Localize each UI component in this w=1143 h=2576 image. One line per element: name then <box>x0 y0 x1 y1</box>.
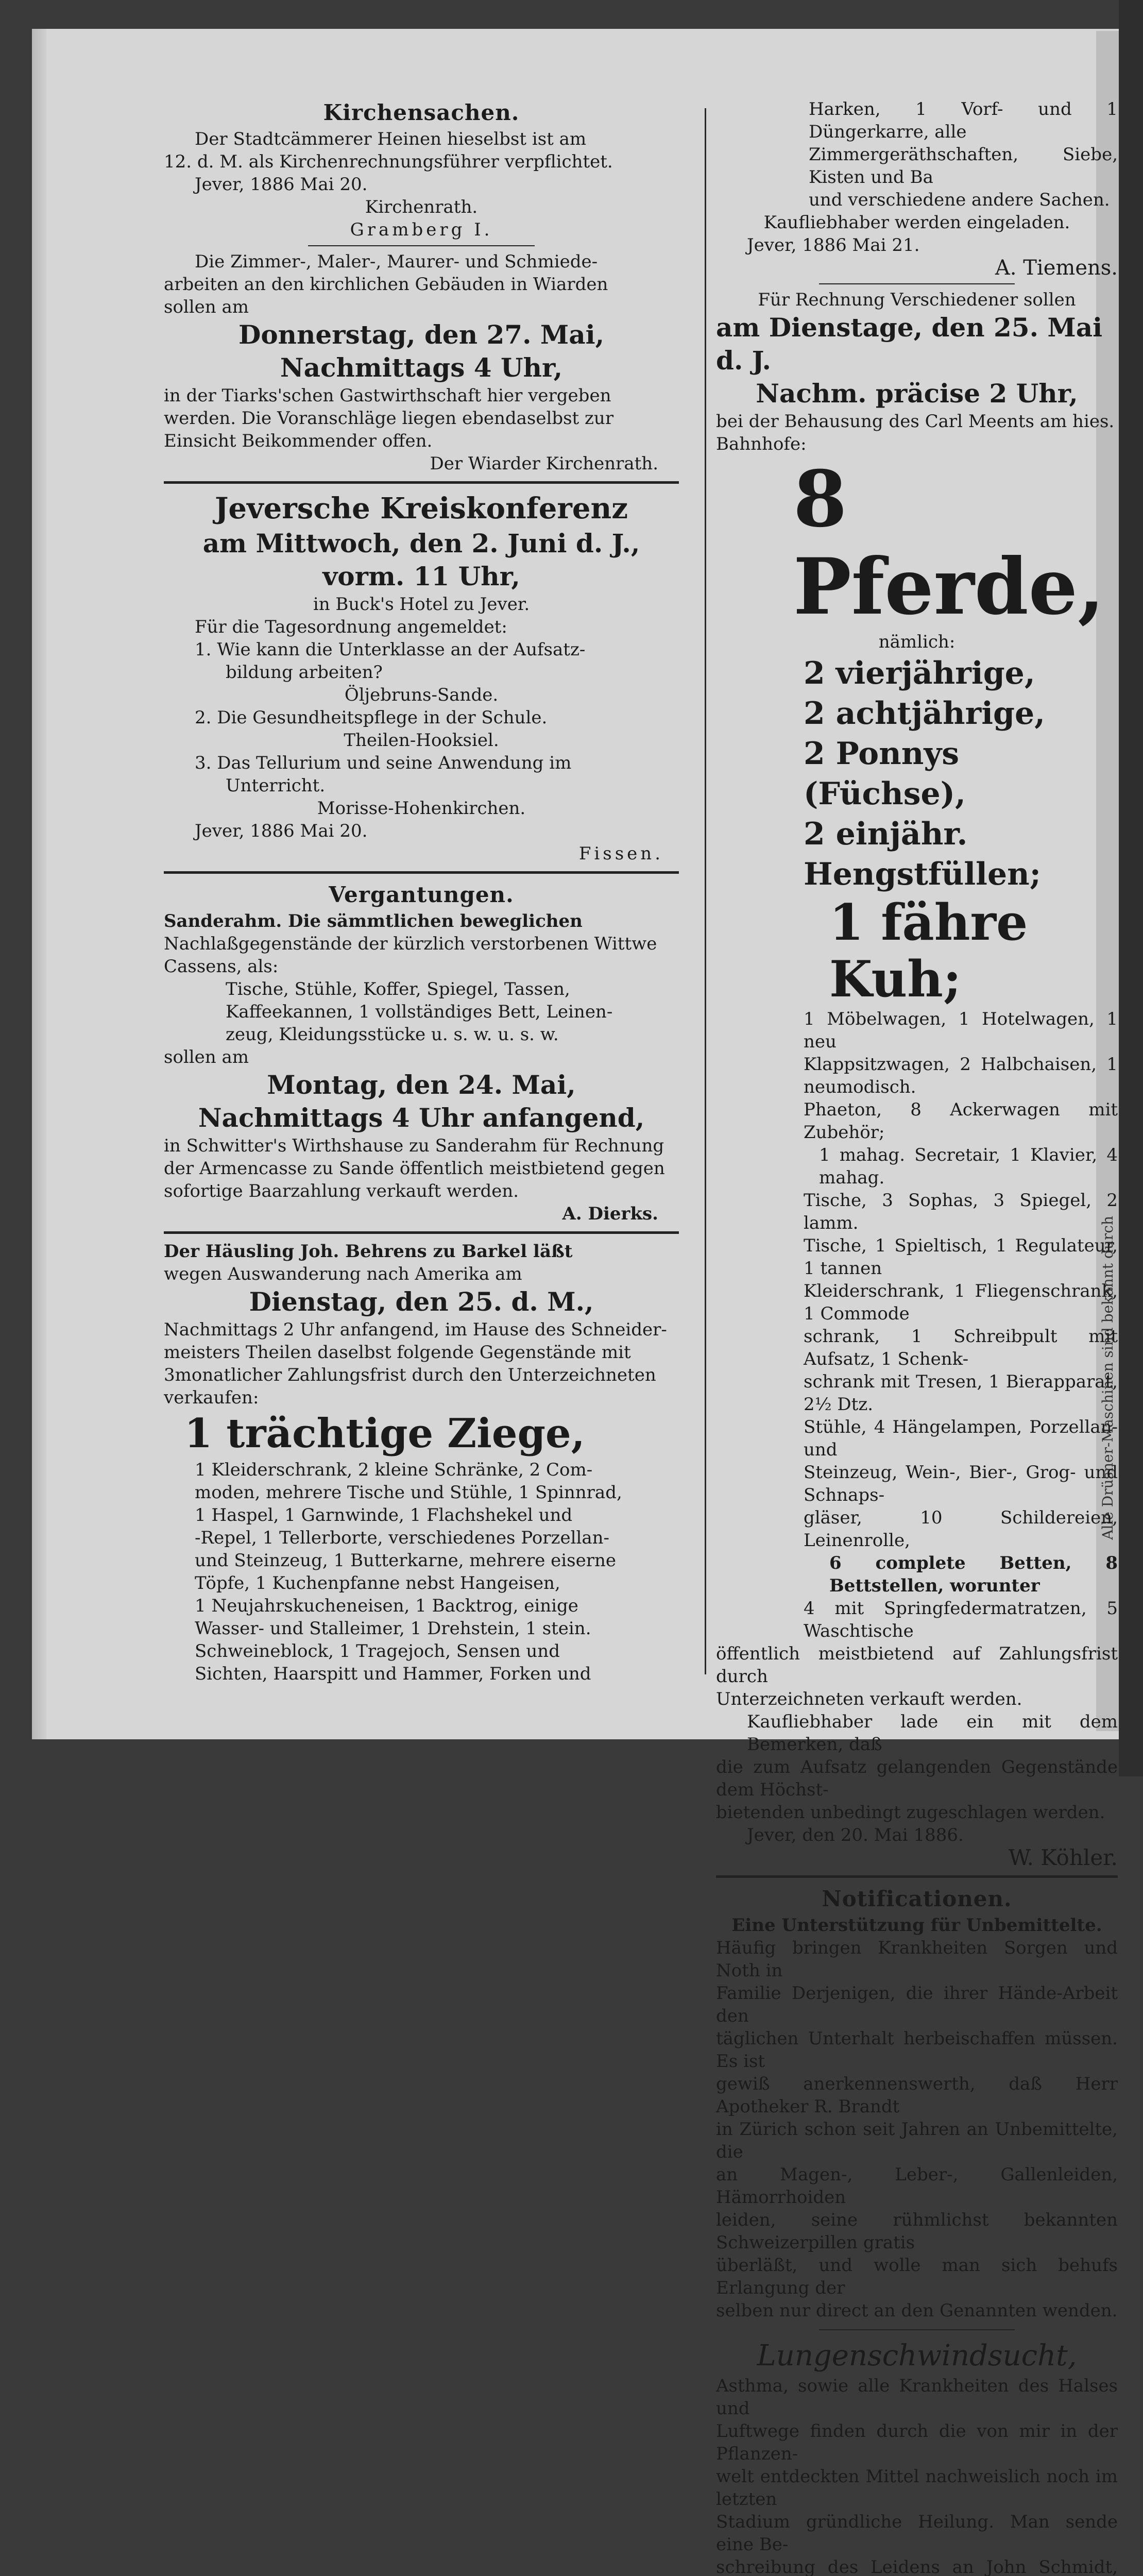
text-line: überläßt, und wolle man sich behufs Erlangung der <box>716 2255 1118 2298</box>
right-column <box>716 98 1118 2576</box>
item-line: Steinzeug, Wein-, Bier-, Grog- und Schnaps- <box>804 1462 1118 1505</box>
text-line: Der Häusling Joh. Behrens zu Barkel läßt <box>164 1241 573 1262</box>
date-line: Jever, den 20. Mai 1886. <box>747 1825 964 1845</box>
strip-text: Alle Drüsner-Maschinen sind bekannt durch <box>1099 1216 1116 1540</box>
text-line: öffentlich meistbietend auf Zahlungsfrist durch <box>716 1643 1118 1687</box>
divider <box>164 481 679 484</box>
text-line: Nachlaßgegenstände der kürzlich verstorbenen Wittwe <box>164 934 657 954</box>
divider <box>164 1231 679 1234</box>
text-line: Bahnhofe: <box>716 434 807 454</box>
text-line: in der Tiarks'schen Gastwirthschaft hier vergeben <box>164 385 611 406</box>
text-line: bei der Behausung des Carl Meents am hies. <box>716 411 1115 432</box>
item-line: Tische, 1 Spieltisch, 1 Regulateur, 1 tannen <box>804 1235 1118 1279</box>
item-line: schrank, 1 Schreibpult mit Aufsatz, 1 Schenk- <box>804 1326 1118 1369</box>
text-line: Tische, Stühle, Koffer, Spiegel, Tassen, <box>226 979 570 999</box>
text-line: welt entdeckten Mittel nachweislich noch im letzten <box>716 2466 1118 2510</box>
headline: 1 fähre Kuh; <box>829 893 1028 1008</box>
item-line: 1 Haspel, 1 Garnwinde, 1 Flachshekel und <box>195 1505 573 1526</box>
column-divider <box>705 108 706 1674</box>
text-line: werden. Die Voranschläge liegen ebendaselbst zur <box>164 408 614 429</box>
text-line: Einsicht Beikommender offen. <box>164 431 433 451</box>
text-line: 3monatlicher Zahlungsfrist durch den Unterzeichneten <box>164 1365 656 1385</box>
text-line: meisters Theilen daselbst folgende Gegenstände mit <box>164 1342 631 1363</box>
agenda-item: bildung arbeiten? <box>226 662 383 683</box>
text-line: Für die Tagesordnung angemeldet: <box>195 617 507 637</box>
text-line: leiden, seine rühmlichst bekannten Schweizerpillen gratis <box>716 2210 1118 2253</box>
date-line: Jever, 1886 Mai 20. <box>195 174 368 195</box>
list-item: 2 achtjährige, <box>804 696 1046 732</box>
text-line: in Zürich schon seit Jahren an Unbemittelte, die <box>716 2119 1118 2162</box>
text-line: Kaufliebhaber lade ein mit dem Bemerken, daß <box>747 1711 1118 1755</box>
agenda-speaker: Öljebruns-Sande. <box>344 685 499 705</box>
notice-kirchensachen <box>164 98 679 241</box>
notice-lungenschwindsucht <box>716 2337 1118 2576</box>
date-headline: am Mittwoch, den 2. Juni d. J., <box>202 528 640 558</box>
text-line: in Buck's Hotel zu Jever. <box>313 594 530 615</box>
notice-kreiskonferenz <box>164 490 679 865</box>
notice-wiarden <box>164 250 679 475</box>
text-line: Familie Derjenigen, die ihrer Hände-Arbeit den <box>716 1983 1118 2026</box>
item-line: 1 Neujahrskucheneisen, 1 Backtrog, einige <box>195 1596 578 1616</box>
notice-pferde <box>716 289 1118 1869</box>
text-line: 12. d. M. als Kirchenrechnungsführer verpflichtet. <box>164 151 613 172</box>
text-line: Sanderahm. Die sämmtlichen beweglichen <box>164 911 583 931</box>
item-line: 4 mit Springfedermatratzen, 5 Waschtische <box>804 1598 1118 1641</box>
time-headline: vorm. 11 Uhr, <box>322 561 520 591</box>
signature: W. Köhler. <box>1008 1845 1118 1870</box>
agenda-item: 2. Die Gesundheitspflege in der Schule. <box>195 707 548 728</box>
item-line: moden, mehrere Tische und Stühle, 1 Spinnrad, <box>195 1482 622 1503</box>
binding-edge <box>32 29 46 1739</box>
text-line: zeug, Kleidungsstücke u. s. w. u. s. w. <box>226 1024 559 1045</box>
time-headline: Nachmittags 4 Uhr anfangend, <box>198 1103 645 1133</box>
text-line: Nachmittags 2 Uhr anfangend, im Hause des Schneider- <box>164 1319 667 1340</box>
text-line: sofortige Baarzahlung verkauft werden. <box>164 1181 519 1201</box>
item-line: Sichten, Haarspitt und Hammer, Forken und <box>195 1664 591 1684</box>
notice-notificationen <box>716 1884 1118 2322</box>
item-line: Wasser- und Stalleimer, 1 Drehstein, 1 stein. <box>195 1618 591 1639</box>
signature: A. Dierks. <box>562 1204 658 1224</box>
item-line: Phaeton, 8 Ackerwagen mit Zubehör; <box>804 1099 1118 1143</box>
text-line: nämlich: <box>878 632 956 652</box>
date-line: Jever, 1886 Mai 20. <box>195 821 368 841</box>
agenda-speaker: Theilen-Hooksiel. <box>344 730 499 751</box>
item-line: Schweineblock, 1 Tragejoch, Sensen und <box>195 1641 560 1662</box>
signature: Fissen. <box>578 843 663 864</box>
text-line: gewiß anerkennenswerth, daß Herr Apotheker R. Brandt <box>716 2074 1118 2117</box>
headline: 8 Pferde, <box>793 454 1105 632</box>
text-line: Cassens, als: <box>164 956 279 977</box>
text-line: und verschiedene andere Sachen. <box>809 190 1110 210</box>
item-line: Stühle, 4 Hängelampen, Porzellan- und <box>804 1417 1118 1460</box>
text-line: Stadium gründliche Heilung. Man sende eine Be- <box>716 2512 1118 2555</box>
text-line: an Magen-, Leber-, Gallenleiden, Hämorrhoiden <box>716 2164 1118 2208</box>
notice-continuation <box>716 98 1118 279</box>
agenda-speaker: Morisse-Hohenkirchen. <box>317 798 526 819</box>
item-line: 1 Möbelwagen, 1 Hotelwagen, 1 neu <box>804 1009 1118 1052</box>
divider <box>716 1875 1118 1878</box>
text-line: bietenden unbedingt zugeschlagen werden. <box>716 1802 1105 1823</box>
notice-vergantungen <box>164 880 679 1225</box>
list-item: 2 vierjährige, <box>804 655 1035 691</box>
signature: A. Tiemens. <box>995 256 1118 280</box>
date-headline: Dienstag, den 25. d. M., <box>249 1286 594 1317</box>
time-headline: Nachmittags 4 Uhr, <box>280 352 563 383</box>
item-line: Klappsitzwagen, 2 Halbchaisen, 1 neumodisch. <box>804 1054 1118 1097</box>
headline: Lungenschwindsucht, <box>757 2339 1077 2372</box>
text-line: Harken, 1 Vorf- und 1 Düngerkarre, alle <box>809 99 1118 142</box>
time-headline: Nachm. präcise 2 Uhr, <box>756 378 1078 409</box>
section-title: Kirchensachen. <box>323 100 520 125</box>
signature: Kirchenrath. <box>365 197 478 217</box>
text-line: die zum Aufsatz gelangenden Gegenstände dem Höchst- <box>716 1757 1118 1800</box>
item-line: gläser, 10 Schildereien, Leinenrolle, <box>804 1507 1118 1551</box>
item-line: 1 mahag. Secretair, 1 Klavier, 4 mahag. <box>819 1145 1118 1188</box>
text-line: Für Rechnung Verschiedener sollen <box>758 290 1076 310</box>
divider <box>308 245 535 246</box>
item-line: Töpfe, 1 Kuchenpfanne nebst Hangeisen, <box>195 1573 560 1594</box>
agenda-item: 3. Das Tellurium und seine Anwendung im <box>195 753 572 773</box>
signature: Gramberg I. <box>350 219 493 240</box>
list-item: 2 einjähr. Hengstfüllen; <box>804 816 1041 892</box>
item-line: Kleiderschrank, 1 Fliegenschrank, 1 Commode <box>804 1281 1118 1324</box>
text-line: schreibung des Leidens an John Schmidt, <box>716 2557 1118 2576</box>
date-line: Jever, 1886 Mai 21. <box>747 235 920 256</box>
section-title: Notificationen. <box>822 1886 1012 1911</box>
text-line: sollen am <box>164 1047 249 1067</box>
text-line: Häufig bringen Krankheiten Sorgen und Noth in <box>716 1938 1118 1981</box>
text-line: Kaufliebhaber werden eingeladen. <box>763 212 1070 233</box>
item-line: schrank mit Tresen, 1 Bierapparat, 2½ Dtz. <box>804 1371 1118 1415</box>
text-line: Luftwege finden durch die von mir in der Pflanzen- <box>716 2421 1118 2464</box>
text-line: Zimmergeräthschaften, Siebe, Kisten und Ba <box>809 144 1118 188</box>
subheading: Eine Unterstützung für Unbemittelte. <box>731 1915 1102 1936</box>
date-headline: am Dienstage, den 25. Mai d. J. <box>716 312 1103 376</box>
signature: Der Wiarder Kirchenrath. <box>430 453 658 474</box>
item-line: 6 complete Betten, 8 Bettstellen, worunter <box>829 1553 1118 1596</box>
text-line: arbeiten an den kirchlichen Gebäuden in Wiarden <box>164 274 608 295</box>
text-line: täglichen Unterhalt herbeischaffen müssen. Es ist <box>716 2028 1118 2072</box>
item-line: 1 Kleiderschrank, 2 kleine Schränke, 2 Com- <box>195 1460 593 1480</box>
text-line: sollen am <box>164 297 249 317</box>
text-line: der Armencasse zu Sande öffentlich meistbietend gegen <box>164 1158 665 1179</box>
text-line: Unterzeichneten verkauft werden. <box>716 1689 1022 1709</box>
item-line: -Repel, 1 Tellerborte, verschiedenes Porzellan- <box>195 1528 609 1548</box>
scan-border <box>1119 0 1143 1776</box>
section-title: Vergantungen. <box>329 882 514 907</box>
divider <box>164 871 679 874</box>
text-line: verkaufen: <box>164 1387 259 1408</box>
headline: 1 trächtige Ziege, <box>184 1410 585 1457</box>
item-line: Tische, 3 Sophas, 3 Spiegel, 2 lamm. <box>804 1190 1118 1233</box>
date-headline: Montag, den 24. Mai, <box>267 1070 576 1100</box>
agenda-item: Unterricht. <box>226 775 326 796</box>
divider <box>819 283 1015 284</box>
list-item: 2 Ponnys (Füchse), <box>804 736 966 812</box>
text-line: Die Zimmer-, Maler-, Maurer- und Schmiede- <box>195 251 598 272</box>
item-line: und Steinzeug, 1 Butterkarne, mehrere eiserne <box>195 1550 616 1571</box>
headline: Jeversche Kreiskonferenz <box>214 492 628 526</box>
left-column <box>164 98 679 1685</box>
text-line: in Schwitter's Wirthshause zu Sanderahm für Rechnung <box>164 1136 664 1156</box>
notice-behrens <box>164 1240 679 1685</box>
text-line: wegen Auswanderung nach Amerika am <box>164 1264 522 1284</box>
agenda-item: 1. Wie kann die Unterklasse an der Aufsatz- <box>195 639 586 660</box>
text-line: selben nur direct an den Genannten wenden. <box>716 2300 1118 2321</box>
text-line: Asthma, sowie alle Krankheiten des Halses und <box>716 2376 1118 2419</box>
divider <box>819 2329 1015 2330</box>
date-headline: Donnerstag, den 27. Mai, <box>238 319 605 350</box>
text-line: Der Stadtcämmerer Heinen hieselbst ist am <box>195 129 587 149</box>
text-line: Kaffeekannen, 1 vollständiges Bett, Leinen- <box>226 1002 613 1022</box>
